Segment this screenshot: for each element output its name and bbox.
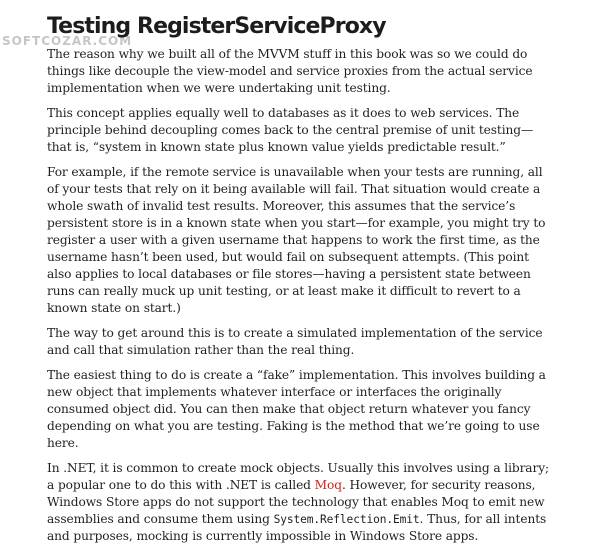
code-inline: System.Reflection.Emit (273, 513, 420, 526)
paragraph-4: The way to get around this is to create a simulated implementation of the service and call that simulation rather than the real thing. (47, 326, 543, 357)
paragraph-6-text-c: . Thus, for all intents and purposes, mocking is currently impossible in Windows Store apps. (47, 512, 547, 543)
paragraph-3: For example, if the remote service is unavailable when your tests are running, all of your tests that rely on it being available will fail. That situation would create a whole swath of invalid test results. Moreover, this assumes that the service’s persistent store is in a known state when you start—for example, you might try to register a user with a given username that happens to work the first time, as the username hasn’t been used, but would fail on subsequent attempts. (This point also applies to local databases or file stores—having a persistent state between runs can really muck up unit testing, or at least make it difficult to revert to a known state on start.) (47, 165, 546, 315)
moq-link[interactable]: Moq (314, 478, 342, 492)
paragraph-6 (47, 460, 555, 545)
section-heading: Testing RegisterServiceProxy (47, 14, 386, 39)
watermark: SOFTCOZAR.COM (2, 34, 133, 48)
paragraph-5: The easiest thing to do is create a “fake” implementation. This involves building a new object that implements whatever interface or interfaces the originally consumed object did. You can then make that object return whatever you fancy depending on what you are testing. Faking is the method that we’re going to use here. (47, 368, 546, 450)
paragraph-6-text-b: . However, for security reasons, Windows Store apps do not support the technology that enables Moq to emit new assemblies and consume them using (47, 478, 545, 526)
paragraph-2: This concept applies equally well to databases as it does to web services. The principle behind decoupling comes back to the central premise of unit testing—that is, “system in known state plus known value yields predictable result.” (47, 106, 534, 154)
paragraph-1: The reason why we built all of the MVVM stuff in this book was so we could do things like decouple the view-model and service proxies from the actual service implementation when we were undertaking unit testing. (47, 47, 533, 95)
paragraph-6-text-a: In .NET, it is common to create mock objects. Usually this involves using a library; a popular one to do this with .NET is called (47, 461, 549, 492)
document-page (47, 14, 555, 553)
